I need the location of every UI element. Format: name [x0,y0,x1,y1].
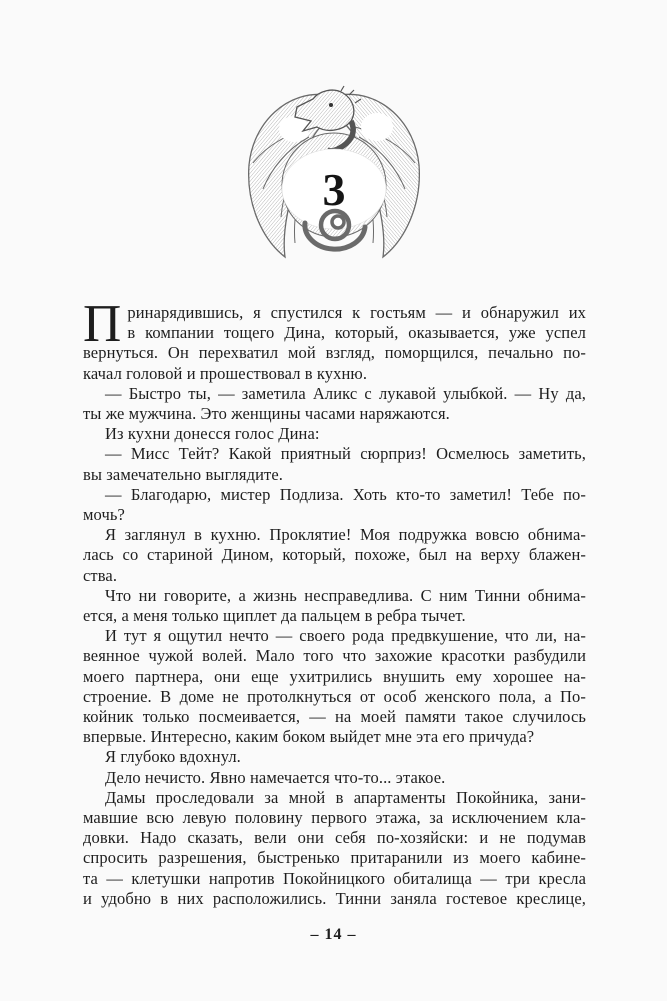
text-line: И тут я ощутил нечто — своего рода предвкушение, что ли, на- [105,626,586,646]
text-line: — Быстро ты, — заметила Аликс с лукавой улыбкой. — Ну да, [105,383,586,403]
paragraph [83,747,586,767]
text-line: качал головой и прошествовал в кухню. [83,363,368,383]
dropcap-letter: П [83,295,122,353]
paragraph [83,384,586,424]
text-line: спросить разрешения, быстренько притаранили из моего кабине- [83,848,586,868]
text-line: — Благодарю, мистер Подлиза. Хоть кто-то заметил! Тебе по- [105,484,586,504]
paragraph [83,424,586,444]
paragraph [83,525,586,586]
paragraph [83,626,586,747]
text-line: Я заглянул в кухню. Проклятие! Моя подружка вовсю обнима- [105,525,586,545]
text-line: та — клетушки напротив Покойницкого обиталища — три кресла [83,868,586,888]
text-line: Дело нечисто. Явно намечается что-то... этакое. [105,767,446,787]
text-line: мавшие всю левую половину первого этажа, за исключением кла- [83,808,586,828]
text-line: и удобно в них расположились. Тинни заняла гостевое креслице, [83,888,586,908]
text-line: ства. [83,565,118,585]
chapter-number: 3 [322,164,345,215]
text-line: строение. В доме не протолкнуться от особ женского пола, а По- [83,686,586,706]
paragraph [83,444,586,484]
page-number: – 14 – [310,926,357,943]
chapter-ornament [0,0,667,265]
dragon-medallion-icon [239,85,429,265]
text-block [83,295,586,909]
page-footer [0,926,667,944]
text-line: довки. Надо сказать, вели они себя по-хозяйски: и не подумав [83,828,586,848]
text-line: впервые. Интересно, каким боком выйдет мне эта его причуда? [83,727,535,747]
text-line: Что ни говорите, а жизнь несправедлива. С ним Тинни обнима- [105,585,586,605]
text-line: лась со стариной Дином, который, похоже, был на верху блажен- [83,545,586,565]
text-line: ринарядившись, я спустился к гостьям — и обнаружил их [127,303,586,322]
text-line: койник только посмеивается, — на моей памяти такое случилось [83,707,586,727]
paragraph [83,485,586,525]
paragraph [83,788,586,909]
text-line: веянное чужой волей. Мало того что захожие красотки разбудили [83,646,586,666]
text-line: Дамы проследовали за мной в апартаменты Покойника, зани- [105,787,586,807]
paragraph [83,586,586,626]
text-line: Я глубоко вдохнул. [105,747,241,767]
text-line: Из кухни донесся голос Дина: [105,424,320,444]
text-line: моего партнера, они еще ухитрились внушить ему хорошее на- [83,666,586,686]
text-line: вернуться. Он перехватил мой взгляд, поморщился, печально по- [83,343,586,363]
text-line: ты же мужчина. Это женщины часами наряжаются. [83,404,450,424]
text-line: вы замечательно выглядите. [83,464,284,484]
text-line: мочь? [83,505,125,525]
wing-opening-right [361,113,393,141]
text-line: в компании тощего Дина, который, оказывается, уже успел [127,323,586,343]
text-line: — Мисс Тейт? Какой приятный сюрприз! Осмелюсь заметить, [105,444,586,464]
paragraph [83,295,586,384]
text-line: ется, а меня только щиплет да пальцем в ребра тычет. [83,606,466,626]
paragraph [83,768,586,788]
